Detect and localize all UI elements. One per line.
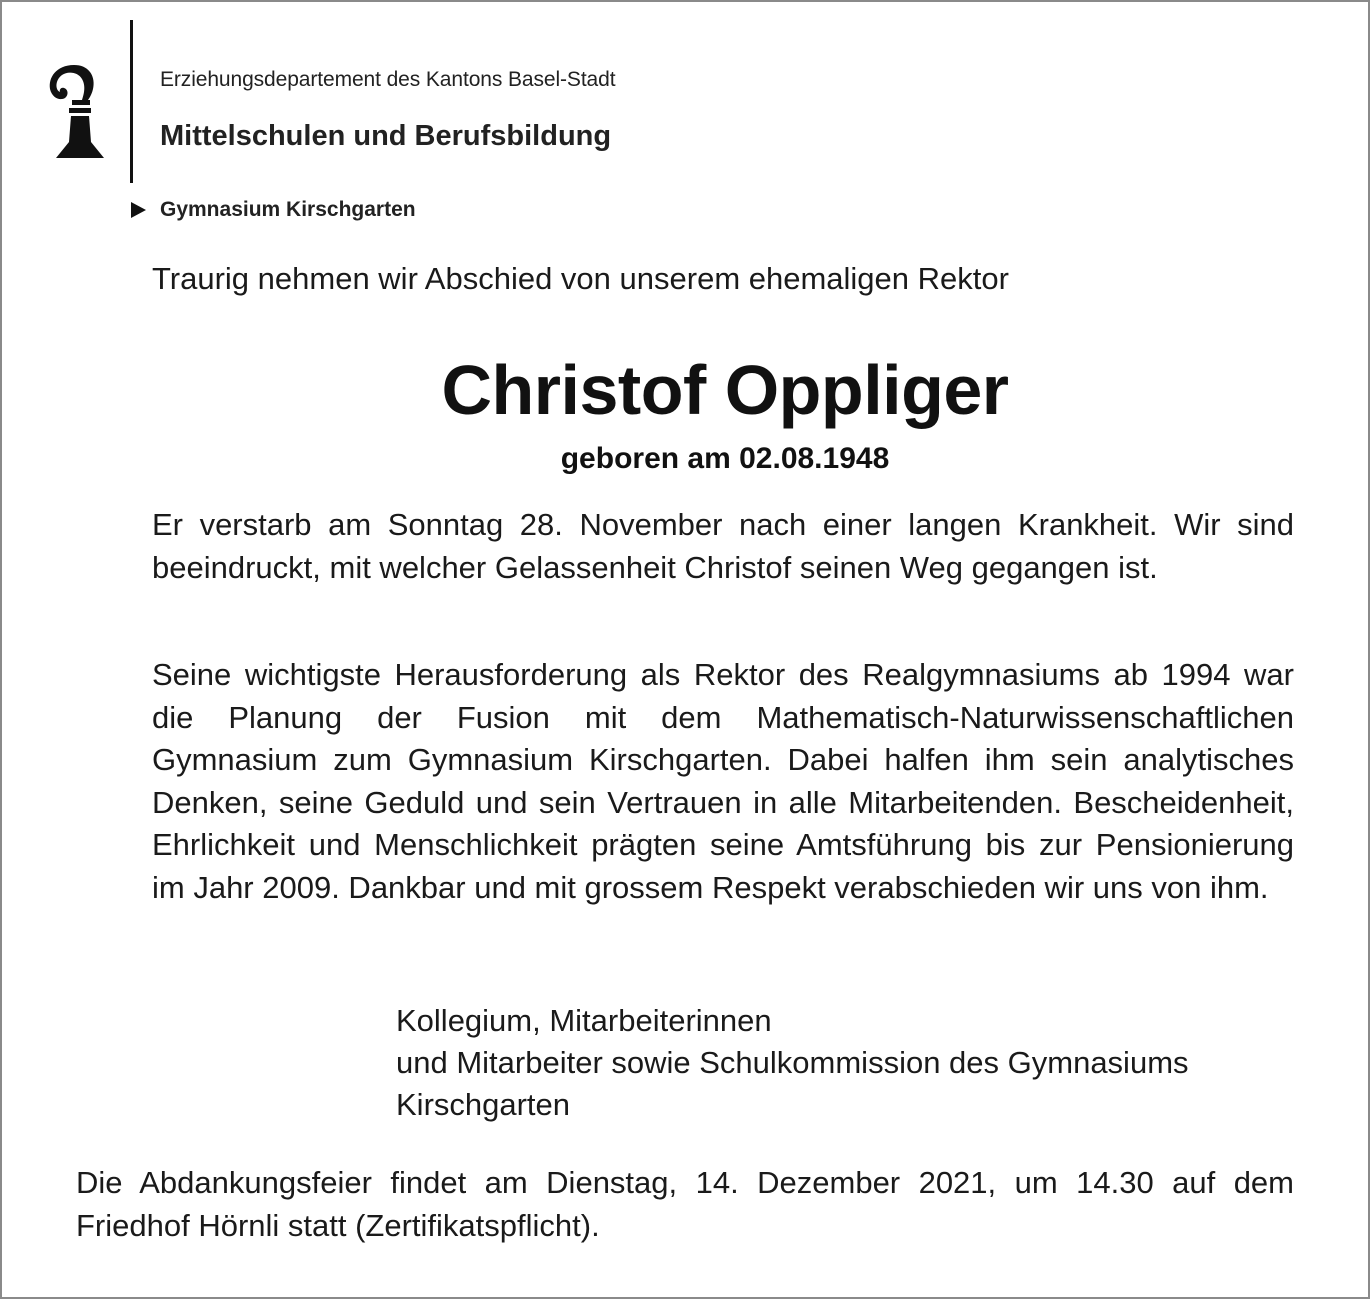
signature-line: Kollegium, Mitarbeiterinnen [396, 1003, 772, 1038]
department-name: Erziehungsdepartement des Kantons Basel-Stadt [160, 68, 616, 91]
school-name: Gymnasium Kirschgarten [160, 198, 416, 221]
deceased-name: Christof Oppliger [441, 351, 1009, 429]
intro-text: Traurig nehmen wir Abschied von unserem ehemaligen Rektor [152, 261, 1009, 296]
signature-line: und Mitarbeiter sowie Schulkommission des Gymnasiums [396, 1045, 1189, 1080]
triangle-bullet-icon [131, 202, 146, 218]
signature-block [396, 1000, 1189, 1126]
school-line [131, 198, 416, 222]
signature-line: Kirschgarten [396, 1087, 571, 1122]
birth-date: geboren am 02.08.1948 [560, 442, 890, 475]
division-name: Mittelschulen und Berufsbildung [160, 120, 612, 152]
basel-staff-coat-of-arms-icon [44, 62, 110, 162]
header-divider [130, 20, 133, 183]
ceremony-info: Die Abdankungsfeier findet am Dienstag, 14. Dezember 2021, um 14.30 auf dem Friedhof Hörnli statt (Zertifikatspflicht). [76, 1165, 1294, 1243]
paragraph-tribute: Seine wichtigste Herausforderung als Rektor des Realgymnasiums ab 1994 war die Planung der Fusion mit dem Mathematisch-Naturwissenschaftlichen Gymnasium zum Gymnasium Kirschgarten. Dabei halfen ihm sein analytisches Denken, seine Geduld und sein Vertrauen in alle Mitarbeitenden. Bescheidenheit, Ehrlichkeit und Menschlichkeit prägten seine Amtsführung bis zur Pensionierung im Jahr 2009. Dankbar und mit grossem Respekt verabschieden wir uns von ihm. [152, 657, 1294, 905]
paragraph-death: Er verstarb am Sonntag 28. November nach einer langen Krankheit. Wir sind beeindruckt, mit welcher Gelassenheit Christof seinen Weg gegangen ist. [152, 507, 1294, 585]
